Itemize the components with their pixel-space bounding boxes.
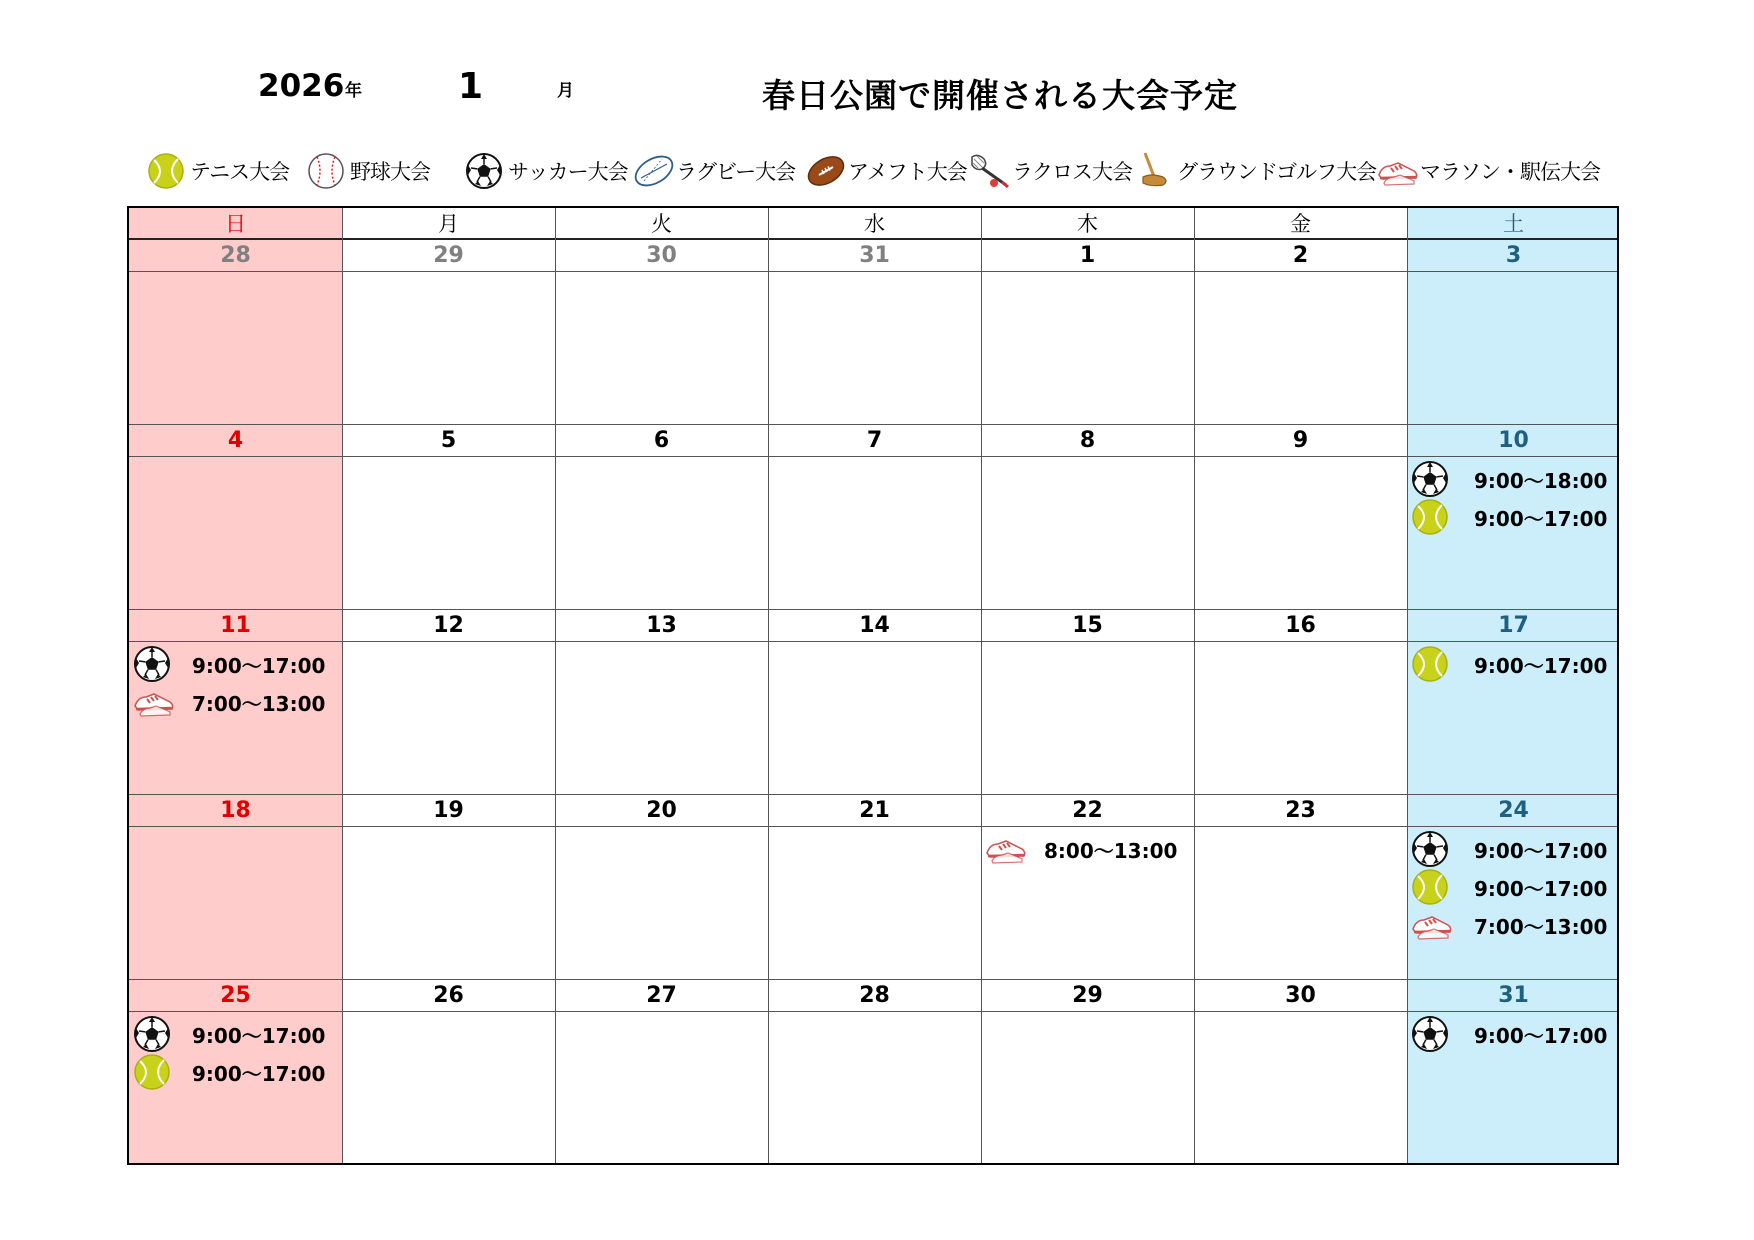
legend-item xyxy=(464,145,628,197)
tennis-ball-icon xyxy=(132,1052,172,1092)
event-time: 9:00～17:00 xyxy=(1474,838,1608,863)
grid-line xyxy=(1407,208,1408,1163)
day-number: 27 xyxy=(646,982,677,1008)
grid-line xyxy=(129,641,1617,642)
calendar-grid xyxy=(127,206,1619,1165)
rugby-ball-icon xyxy=(632,151,672,191)
day-number: 20 xyxy=(646,797,677,823)
event-time: 9:00～17:00 xyxy=(1474,1023,1608,1048)
grid-line xyxy=(129,271,1617,272)
tennis-ball-icon xyxy=(146,151,186,191)
year-unit: 年 xyxy=(345,81,362,101)
day-number: 30 xyxy=(646,242,677,268)
event-entry xyxy=(1410,906,1607,944)
event-time: 9:00～18:00 xyxy=(1474,468,1608,493)
day-number: 25 xyxy=(220,982,251,1008)
day-number: 26 xyxy=(433,982,464,1008)
month-unit: 月 xyxy=(557,81,574,101)
day-number: 31 xyxy=(1498,982,1529,1008)
weekday-header: 日 xyxy=(225,212,246,236)
event-time: 9:00～17:00 xyxy=(1474,876,1608,901)
baseball-icon xyxy=(306,151,346,191)
event-entry xyxy=(984,830,1177,868)
tennis-ball-icon xyxy=(1410,497,1450,537)
legend-item xyxy=(968,145,1132,197)
year-value: 2026 xyxy=(258,68,345,104)
legend-item xyxy=(1376,145,1600,197)
day-number: 13 xyxy=(646,612,677,638)
event-time: 8:00～13:00 xyxy=(1044,838,1178,863)
day-number: 23 xyxy=(1285,797,1316,823)
tennis-ball-icon xyxy=(1410,867,1450,907)
legend-label: アメフト大会 xyxy=(848,160,967,184)
legend-item xyxy=(804,145,967,197)
event-time: 9:00～17:00 xyxy=(192,1023,326,1048)
day-number: 18 xyxy=(220,797,251,823)
weekday-header: 木 xyxy=(1077,212,1098,236)
grid-line xyxy=(1194,208,1195,1163)
legend-label: グラウンドゴルフ大会 xyxy=(1177,160,1377,184)
day-number: 7 xyxy=(866,427,883,453)
day-number: 31 xyxy=(859,242,890,268)
soccer-ball-icon xyxy=(1410,459,1450,499)
weekday-header: 金 xyxy=(1290,212,1311,236)
running-shoes-icon xyxy=(1410,905,1450,945)
day-number: 14 xyxy=(859,612,890,638)
day-number: 28 xyxy=(220,242,251,268)
event-entry xyxy=(1410,498,1607,536)
soccer-ball-icon xyxy=(1410,1014,1450,1054)
event-entry xyxy=(132,683,325,721)
grid-line xyxy=(981,208,982,1163)
event-entry xyxy=(1410,1015,1607,1053)
page-title: 春日公園で開催される大会予定 xyxy=(762,76,1238,115)
event-time: 9:00～17:00 xyxy=(192,1061,326,1086)
ground-golf-club-icon xyxy=(1133,151,1173,191)
weekday-header: 土 xyxy=(1503,212,1524,236)
day-number: 4 xyxy=(227,427,244,453)
day-number: 5 xyxy=(440,427,457,453)
legend-item xyxy=(146,145,289,197)
day-number: 8 xyxy=(1079,427,1096,453)
legend-label: ラグビー大会 xyxy=(676,160,796,184)
soccer-ball-icon xyxy=(1410,829,1450,869)
event-entry xyxy=(1410,868,1607,906)
day-number: 30 xyxy=(1285,982,1316,1008)
grid-line xyxy=(342,208,343,1163)
day-number: 29 xyxy=(433,242,464,268)
running-shoes-icon xyxy=(132,682,172,722)
legend-label: マラソン・駅伝大会 xyxy=(1420,160,1600,184)
grid-line xyxy=(129,1011,1617,1012)
tennis-ball-icon xyxy=(1410,644,1450,684)
day-number: 3 xyxy=(1505,242,1522,268)
legend-item xyxy=(306,145,430,197)
legend-label: サッカー大会 xyxy=(508,160,628,184)
event-time: 7:00～13:00 xyxy=(192,691,326,716)
day-number: 1 xyxy=(1079,242,1096,268)
day-number: 9 xyxy=(1292,427,1309,453)
day-number: 19 xyxy=(433,797,464,823)
weekday-header: 月 xyxy=(438,212,459,236)
grid-line xyxy=(129,456,1617,457)
day-number: 10 xyxy=(1498,427,1529,453)
month-value: 1 xyxy=(458,66,484,107)
grid-line xyxy=(129,826,1617,827)
event-entry xyxy=(132,1053,325,1091)
day-number: 6 xyxy=(653,427,670,453)
day-number: 16 xyxy=(1285,612,1316,638)
day-number: 24 xyxy=(1498,797,1529,823)
day-number: 15 xyxy=(1072,612,1103,638)
day-number: 11 xyxy=(220,612,251,638)
event-entry xyxy=(132,645,325,683)
event-time: 7:00～13:00 xyxy=(1474,914,1608,939)
day-number: 17 xyxy=(1498,612,1529,638)
day-number: 22 xyxy=(1072,797,1103,823)
legend-label: テニス大会 xyxy=(190,160,290,184)
legend-label: 野球大会 xyxy=(350,160,430,184)
weekday-header: 火 xyxy=(651,212,672,236)
soccer-ball-icon xyxy=(132,644,172,684)
event-entry xyxy=(1410,460,1607,498)
event-entry xyxy=(132,1015,325,1053)
running-shoes-icon xyxy=(984,829,1024,869)
day-number: 12 xyxy=(433,612,464,638)
day-number: 2 xyxy=(1292,242,1309,268)
soccer-ball-icon xyxy=(132,1014,172,1054)
grid-line xyxy=(768,208,769,1163)
day-number: 29 xyxy=(1072,982,1103,1008)
event-time: 9:00～17:00 xyxy=(1474,506,1608,531)
day-number: 28 xyxy=(859,982,890,1008)
event-entry xyxy=(1410,645,1607,683)
event-time: 9:00～17:00 xyxy=(192,653,326,678)
legend-label: ラクロス大会 xyxy=(1012,160,1132,184)
running-shoes-icon xyxy=(1376,151,1416,191)
lacrosse-stick-icon xyxy=(968,151,1008,191)
weekday-header: 水 xyxy=(864,212,885,236)
event-time: 9:00～17:00 xyxy=(1474,653,1608,678)
day-number: 21 xyxy=(859,797,890,823)
legend-item xyxy=(632,145,795,197)
legend-item xyxy=(1133,145,1376,197)
sport-legend xyxy=(146,145,1606,197)
event-entry xyxy=(1410,830,1607,868)
soccer-ball-icon xyxy=(464,151,504,191)
american-football-icon xyxy=(804,151,844,191)
grid-line xyxy=(555,208,556,1163)
